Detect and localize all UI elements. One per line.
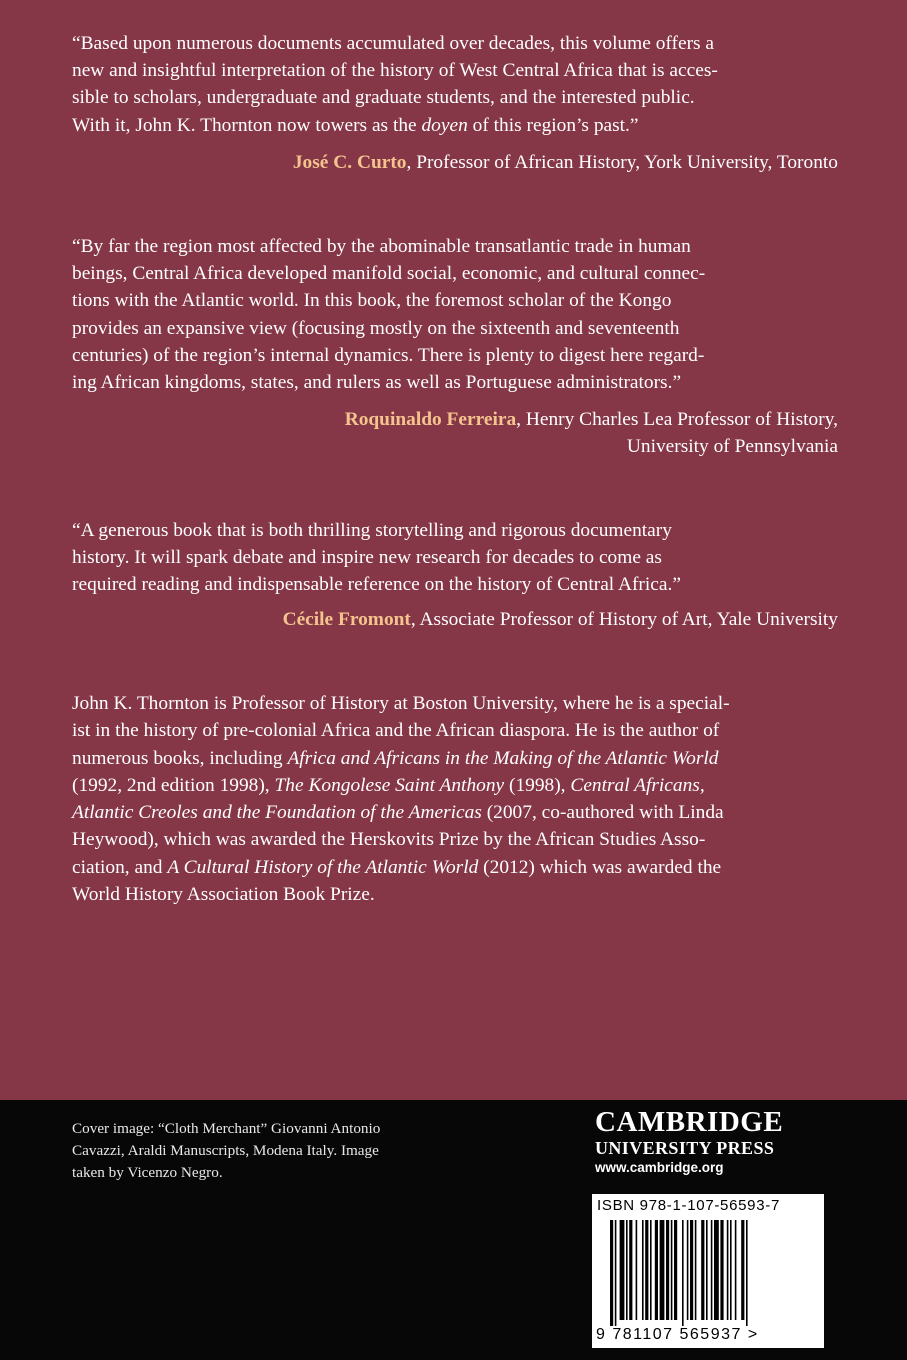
quote-ferreira xyxy=(72,233,838,396)
cover-image-credit xyxy=(72,1118,472,1184)
credit-line: taken by Vicenzo Negro. xyxy=(72,1164,223,1181)
endorser-name: José C. Curto xyxy=(292,152,407,173)
quote-line: history. It will spark debate and inspire new research for decades to come as xyxy=(72,547,662,569)
endorser-name: Cécile Fromont xyxy=(282,609,411,630)
publisher-url: www.cambridge.org xyxy=(595,1160,724,1175)
credit-line: Cavazzi, Araldi Manuscripts, Modena Italy. Image xyxy=(72,1142,379,1159)
quote-line: “Based upon numerous documents accumulated over decades, this volume offers a xyxy=(72,33,715,54)
quote-line: beings, Central Africa developed manifold social, economic, and cultural connec- xyxy=(72,263,706,285)
attribution-fromont xyxy=(78,606,838,633)
book-title: Africa and Africans in the Making of the Atlantic World xyxy=(287,747,719,769)
attribution-ferreira xyxy=(78,406,838,460)
book-title: Central Africans, xyxy=(570,774,705,796)
quote-line: sible to scholars, undergraduate and graduate students, and the interested public. xyxy=(72,87,695,109)
endorser-name: Roquinaldo Ferreira xyxy=(344,409,517,430)
book-title: A Cultural History of the Atlantic World xyxy=(167,856,479,878)
isbn-label: ISBN 978-1-107-56593-7 xyxy=(597,1197,781,1214)
quote-curto xyxy=(72,30,838,139)
bio-text: (1992, 2nd edition 1998), xyxy=(72,774,275,796)
bio-text: (2007, co-authored with Linda xyxy=(481,802,724,824)
quote-line: new and insightful interpretation of the history of West Central Africa that is acces- xyxy=(72,60,718,82)
bio-line: John K. Thornton is Professor of History at Boston University, where he is a special- xyxy=(72,693,730,714)
bio-line: World History Association Book Prize. xyxy=(72,884,375,906)
quote-emphasis: doyen xyxy=(421,114,468,136)
quote-line: tions with the Atlantic world. In this book, the foremost scholar of the Kongo xyxy=(72,290,672,312)
quote-line: centuries) of the region’s internal dynamics. There is plenty to digest here regard- xyxy=(72,344,705,366)
quote-fromont xyxy=(72,517,838,599)
endorser-affiliation: University of Pennsylvania xyxy=(626,436,838,458)
ean-digits: 9 781107 565937 > xyxy=(596,1326,759,1343)
publisher-name: CAMBRIDGE xyxy=(595,1106,784,1138)
book-title: The Kongolese Saint Anthony xyxy=(274,774,505,796)
bio-line xyxy=(72,745,838,772)
bio-text: numerous books, including xyxy=(72,747,288,769)
endorser-affiliation: , Henry Charles Lea Professor of History, xyxy=(516,409,838,430)
quote-line: required reading and indispensable reference on the history of Central Africa.” xyxy=(72,574,681,596)
credit-line: Cover image: “Cloth Merchant” Giovanni Antonio xyxy=(72,1120,381,1137)
bio-line xyxy=(72,772,838,799)
barcode-panel xyxy=(592,1194,824,1348)
author-bio xyxy=(72,690,838,908)
endorser-affiliation: , Associate Professor of History of Art, Yale University xyxy=(410,609,838,630)
bio-line xyxy=(72,854,838,881)
quote-line xyxy=(72,112,838,139)
quote-line: provides an expansive view (focusing mostly on the sixteenth and seventeenth xyxy=(72,317,680,339)
bio-text: ciation, and xyxy=(72,856,168,878)
footer-band xyxy=(0,1100,907,1360)
quote-text: of this region’s past.” xyxy=(467,114,639,136)
quote-line: “A generous book that is both thrilling storytelling and rigorous documentary xyxy=(72,520,672,541)
attribution-curto xyxy=(78,149,838,176)
bio-line: Heywood), which was awarded the Herskovits Prize by the African Studies Asso- xyxy=(72,829,706,851)
quote-line: “By far the region most affected by the abominable transatlantic trade in human xyxy=(72,236,691,257)
attribution-line xyxy=(78,406,838,433)
bio-text: (1998), xyxy=(504,774,571,796)
publisher-logo xyxy=(595,1105,835,1178)
bio-line xyxy=(72,799,838,826)
endorser-affiliation: , Professor of African History, York University, Toronto xyxy=(406,152,838,173)
publisher-subname: UNIVERSITY PRESS xyxy=(595,1138,775,1158)
book-title: Atlantic Creoles and the Foundation of the Americas xyxy=(72,802,482,824)
quote-line: ing African kingdoms, states, and rulers as well as Portuguese administrators.” xyxy=(72,372,682,394)
bio-line: ist in the history of pre-colonial Africa and the African diaspora. He is the author of xyxy=(72,720,720,742)
bio-text: (2012) which was awarded the xyxy=(478,856,722,878)
barcode-icon xyxy=(610,1220,810,1326)
quote-text: With it, John K. Thornton now towers as the xyxy=(72,114,422,136)
